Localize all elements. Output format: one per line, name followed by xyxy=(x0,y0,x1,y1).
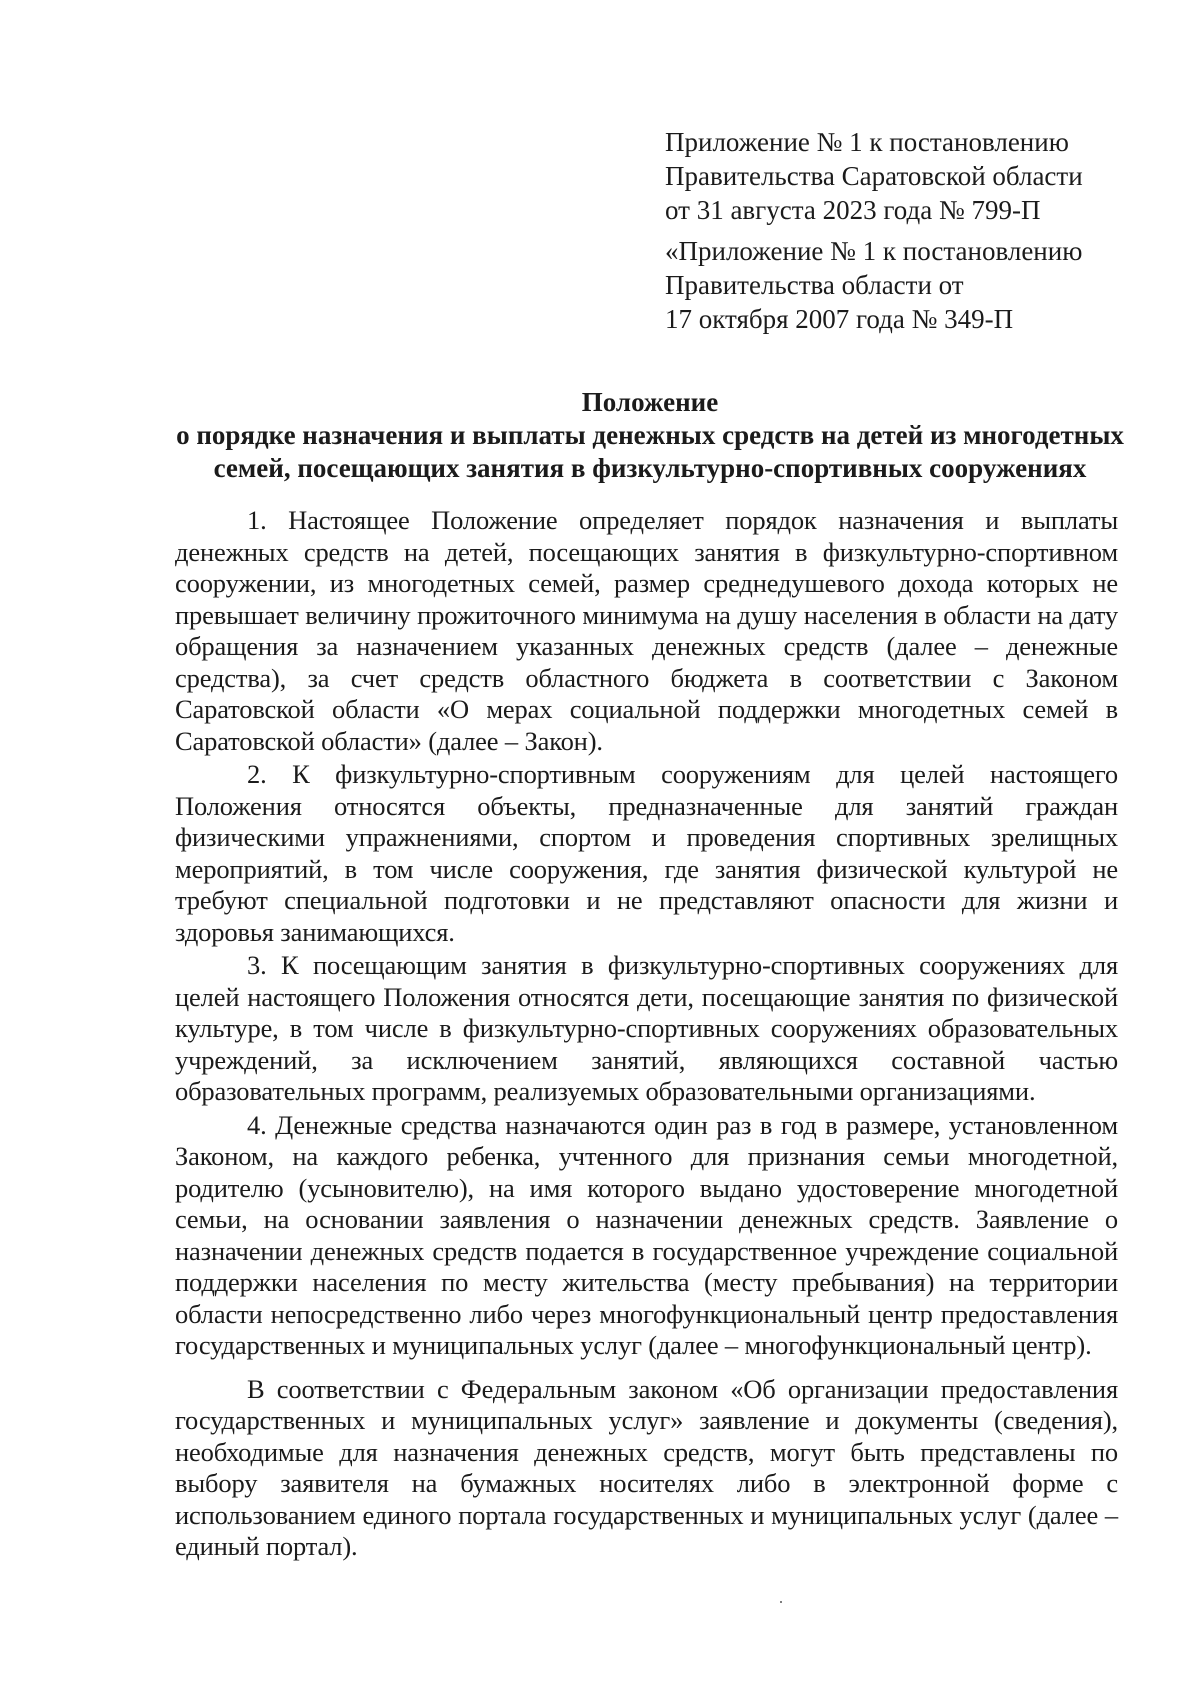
title-subtitle-line: семей, посещающих занятия в физкультурно-спортивных сооружениях xyxy=(213,453,1087,483)
annex-line: Правительства Саратовской области xyxy=(665,161,1083,191)
scan-speck xyxy=(780,1601,782,1603)
title-main: Положение xyxy=(581,387,719,417)
paragraph-4: 4. Денежные средства назначаются один раз в год в размере, установленном Законом, на каждого ребенка, учтенного для признания семьи многодетной, родителю (усыновителю), на имя которого выдано удостоверение многодетной семьи, на основании заявления о назначении денежных средств. Заявление о назначении денежных средств подается в государственное учреждение социальной поддержки населения по месту жительства (месту пребывания) на территории области непосредственно либо через многофункциональный центр предоставления государственных и муниципальных услуг (далее – многофункциональный центр). xyxy=(175,1109,1118,1360)
paragraph-1: 1. Настоящее Положение определяет порядок назначения и выплаты денежных средств на детей, посещающих занятия в физкультурно-спортивном сооружении, из многодетных семей, размер среднедушевого дохода которых не превышает величину прожиточного минимума на душу населения в области на дату обращения за назначением указанных денежных средств (далее – денежные средства), за счет средств областного бюджета в соответствии с Законом Саратовской области «О мерах социальной поддержки многодетных семей в Саратовской области» (далее – Закон). xyxy=(175,505,1118,756)
annex-line: от 31 августа 2023 года № 799-П xyxy=(665,195,1041,225)
annex-reference xyxy=(665,125,1145,227)
annex-quoted-reference xyxy=(665,234,1145,336)
paragraph-5: В соответствии с Федеральным законом «Об организации предоставления государственных и муниципальных услуг» заявление и документы (сведения), необходимые для назначения денежных средств, могут быть представлены по выбору заявителя на бумажных носителях либо в электронной форме с использованием единого портала государственных и муниципальных услуг (далее – единый портал). xyxy=(175,1373,1118,1561)
annex-quoted-line: 17 октября 2007 года № 349-П xyxy=(665,304,1014,334)
annex-line: Приложение № 1 к постановлению xyxy=(665,127,1069,157)
paragraph-3: 3. К посещающим занятия в физкультурно-спортивных сооружениях для целей настоящего Положения относятся дети, посещающие занятия по физической культуре, в том числе в физкультурно-спортивных сооружениях образовательных учреждений, за исключением занятий, являющихся составной частью образовательных программ, реализуемых образовательными организациями. xyxy=(175,950,1118,1106)
title-subtitle-line: о порядке назначения и выплаты денежных средств на детей из многодетных xyxy=(176,420,1124,450)
paragraph-2: 2. К физкультурно-спортивным сооружениям для целей настоящего Положения относятся объекты, предназначенные для занятий граждан физическими упражнениями, спортом и проведения спортивных зрелищных мероприятий, в том числе сооружения, где занятия физической культурой не требуют специальной подготовки и не представляют опасности для жизни и здоровья занимающихся. xyxy=(175,759,1118,947)
annex-quoted-line: «Приложение № 1 к постановлению xyxy=(665,236,1083,266)
document-title xyxy=(170,386,1130,485)
document-body xyxy=(175,505,1118,1565)
annex-quoted-line: Правительства области от xyxy=(665,270,964,300)
